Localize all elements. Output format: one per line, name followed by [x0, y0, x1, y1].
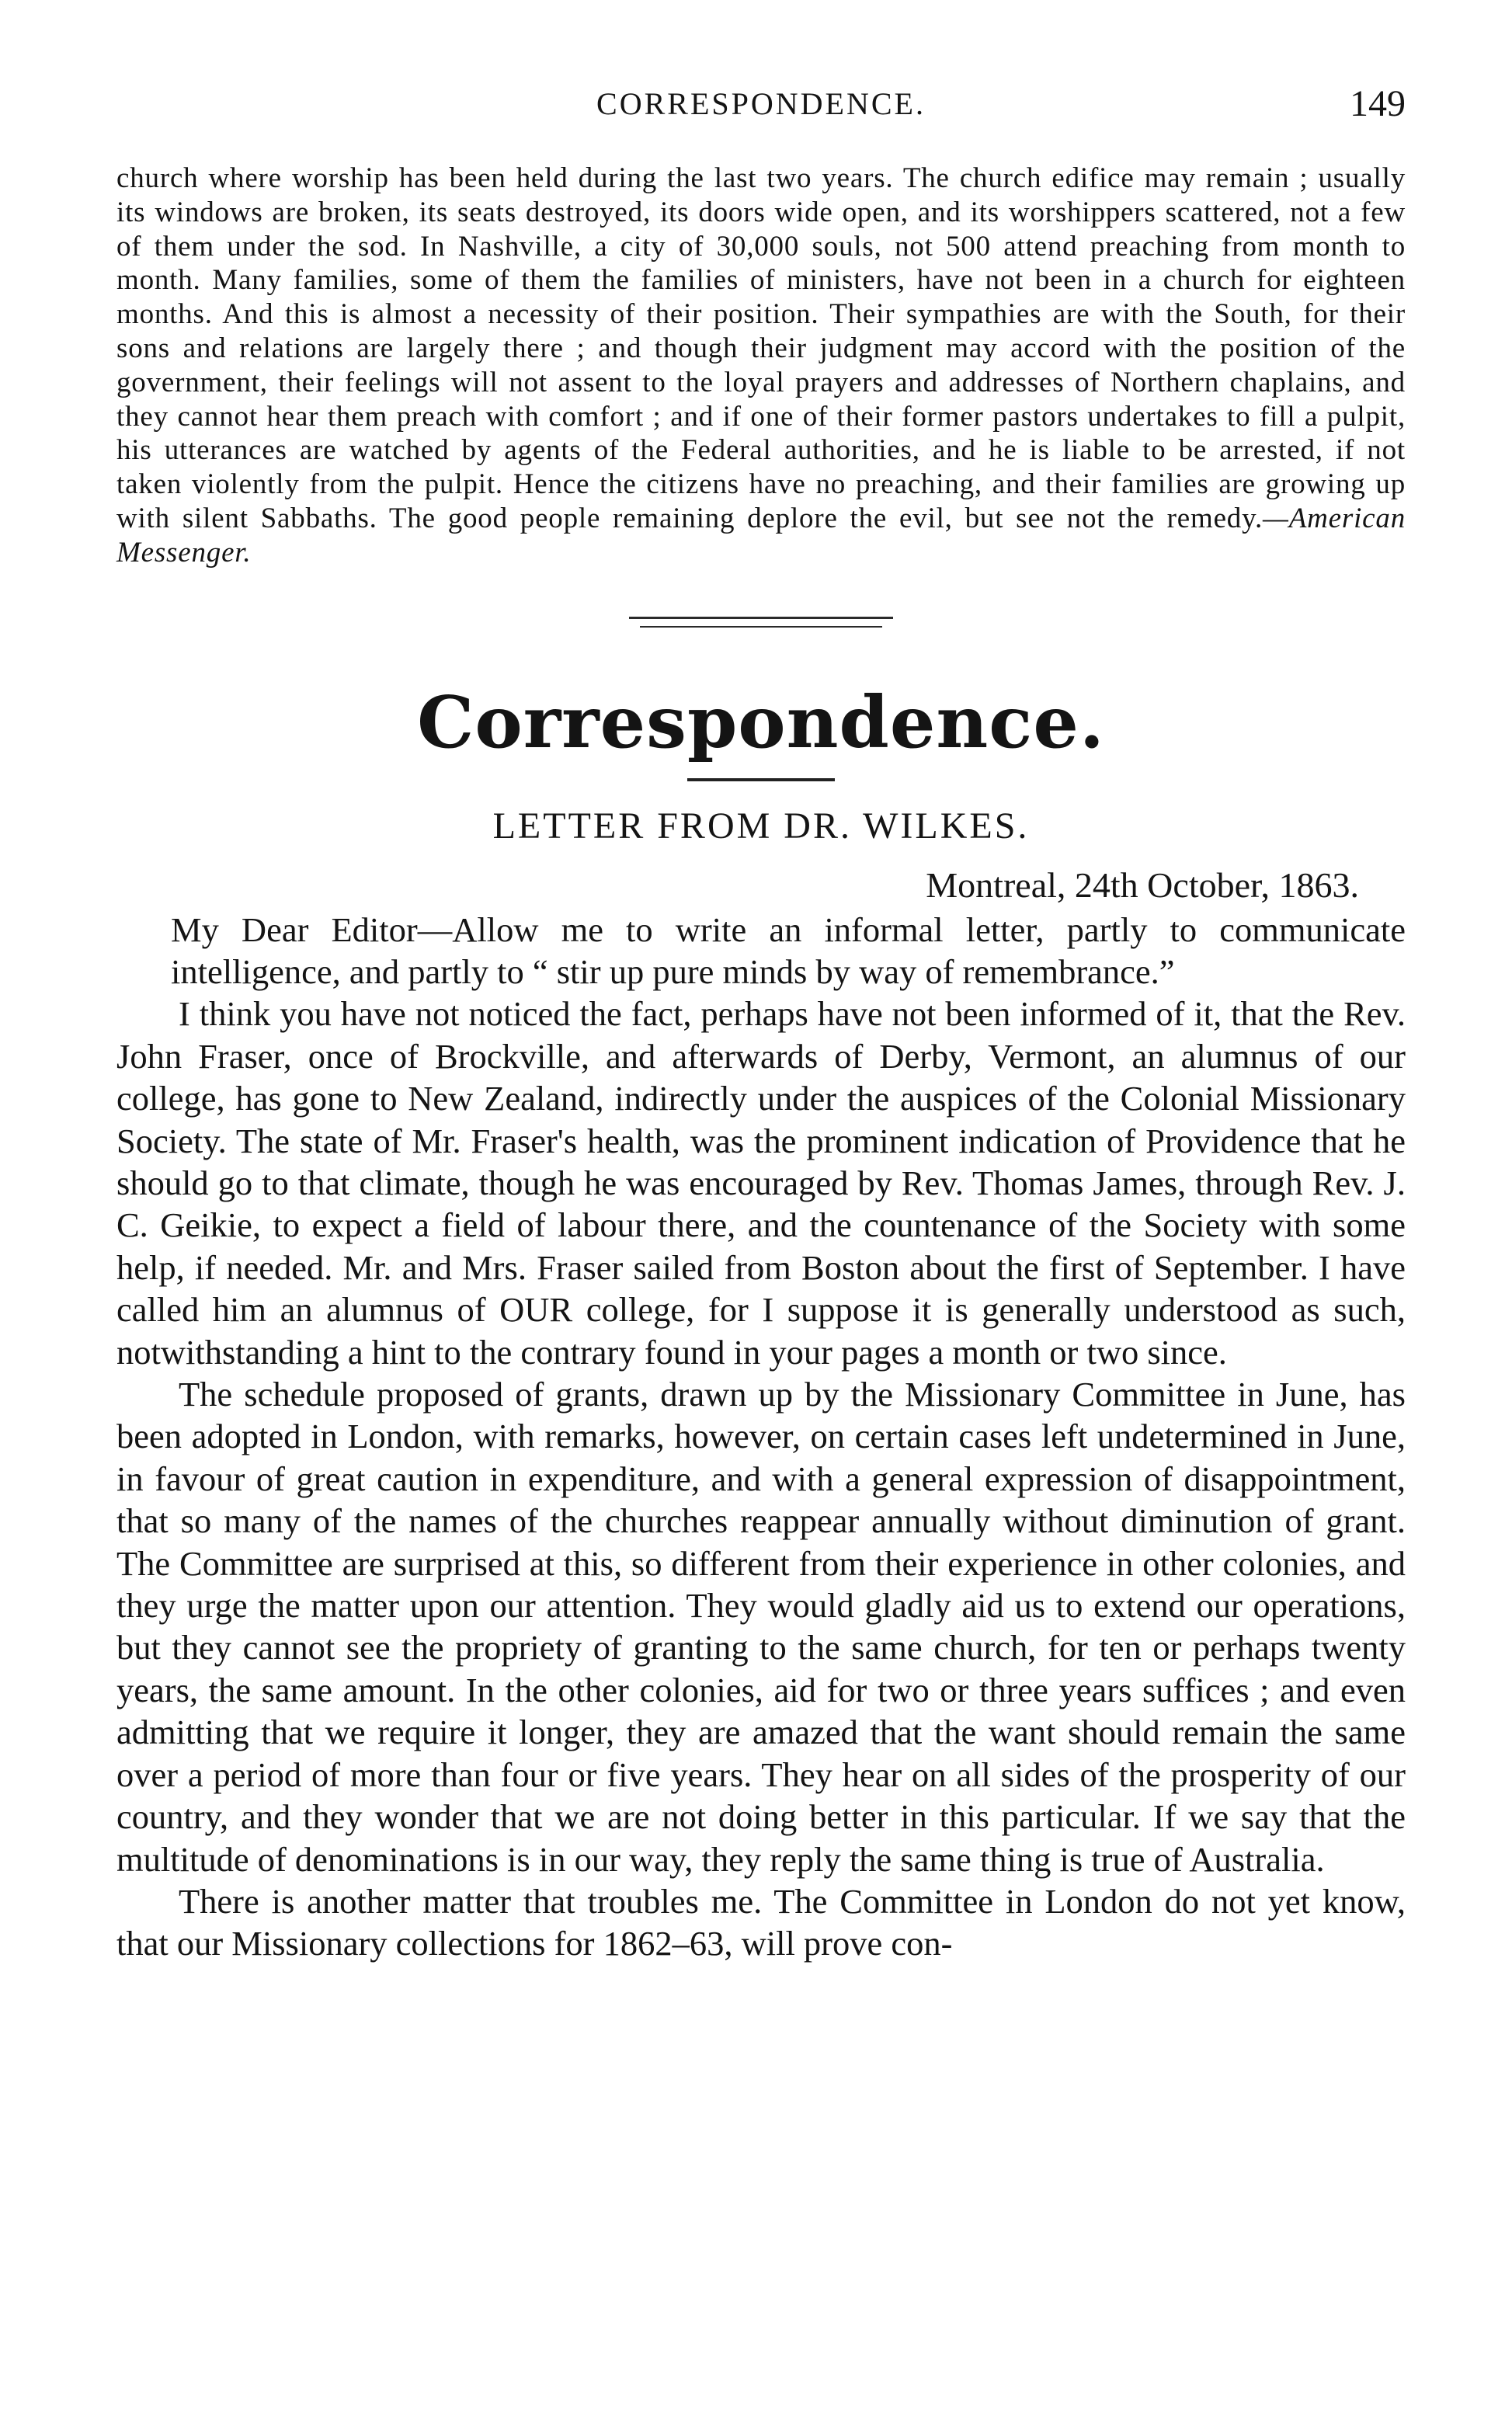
excerpt-paragraph [116, 162, 1406, 570]
letter-paragraph: There is another matter that troubles me. The Committee in London do not yet know, that our Missionary collections for 1862–63, will prove con- [116, 1881, 1406, 1963]
divider-line-lower [640, 626, 883, 628]
excerpt-text: church where worship has been held during the last two years. The church edifice may remain ; usually its windows are broken, its seats destroyed, its doors wide open, and its worshippers scattered, not a few of them under the sod. In Nashville, a city of 30,000 souls, not 500 attend preaching from month to month. Many families, some of them the families of ministers, have not been in a church for eighteen months. And this is almost a necessity of their position. Their sympathies are with the South, for their sons and relations are largely there ; and though their judgment may accord with the position of the government, their feelings will not assent to the loyal prayers and addresses of Northern chaplains, and they cannot hear them preach with comfort ; and if one of their former pastors undertakes to fill a pulpit, his utterances are watched by agents of the Federal authorities, and he is liable to be arrested, if not taken violently from the pulpit. Hence the citizens have no preaching, and their families are growing up with silent Sabbaths. The good people remaining deplore the evil, but see not the remedy. [116, 162, 1406, 534]
book-page [116, 85, 1406, 1965]
letter-paragraph: My Dear Editor—Allow me to write an informal letter, partly to communicate intelligence, and partly to “ stir up pure minds by way of remembrance.” [171, 909, 1406, 991]
letter-dateline: Montreal, 24th October, 1863. [926, 864, 1359, 905]
divider-line-upper [629, 617, 893, 619]
letter-paragraph: The schedule proposed of grants, drawn up by the Missionary Committee in June, has been adopted in London, with remarks, however, on certain cases left undetermined in June, in favour of great caution in expenditure, and with a general expression of disappointment, that so many of the names of the churches reappear annually without diminution of grant. The Committee are surprised at this, so different from their experience in other colonies, and they urge the matter upon our attention. They would gladly aid us to extend our operations, but they cannot see the propriety of granting to the same church, for ten or perhaps twenty years, the same amount. In the other colonies, aid for two or three years suffices ; and even admitting that we require it longer, they are amazed that the want should remain the same over a period of more than four or five years. They hear on all sides of the prosperity of our country, and they wonder that we are not doing better in this particular. If we say that the multitude of denominations is in our way, they reply the same thing is true of Australia. [116, 1375, 1406, 1879]
heading-rule [687, 778, 835, 781]
letter-body [116, 909, 1406, 1965]
section-divider [629, 617, 893, 628]
excerpt-source: —American Messenger. [116, 502, 1406, 569]
news-excerpt [116, 162, 1406, 570]
section-heading: Correspondence. [417, 680, 1105, 764]
letter-paragraph: I think you have not noticed the fact, perhaps have not been informed of it, that the Rev. John Fraser, once of Brockville, and afterwards of Derby, Vermont, an alumnus of our college, has gone to New Zealand, indirectly under the auspices of the Colonial Missionary Society. The state of Mr. Fraser's health, was the prominent indication of Providence that he should go to that climate, though he was encouraged by Rev. Thomas James, through Rev. J. C. Geikie, to expect a field of labour there, and the countenance of the Society with some help, if needed. Mr. and Mrs. Fraser sailed from Boston about the first of September. I have called him an alumnus of OUR college, for I suppose it is generally understood as such, notwithstanding a hint to the contrary found in your pages a month or two since. [116, 994, 1406, 1372]
running-head [116, 85, 1406, 140]
page-number: 149 [1350, 83, 1406, 124]
running-title: CORRESPONDENCE. [596, 86, 926, 121]
letter-title: LETTER FROM DR. WILKES. [492, 805, 1030, 847]
